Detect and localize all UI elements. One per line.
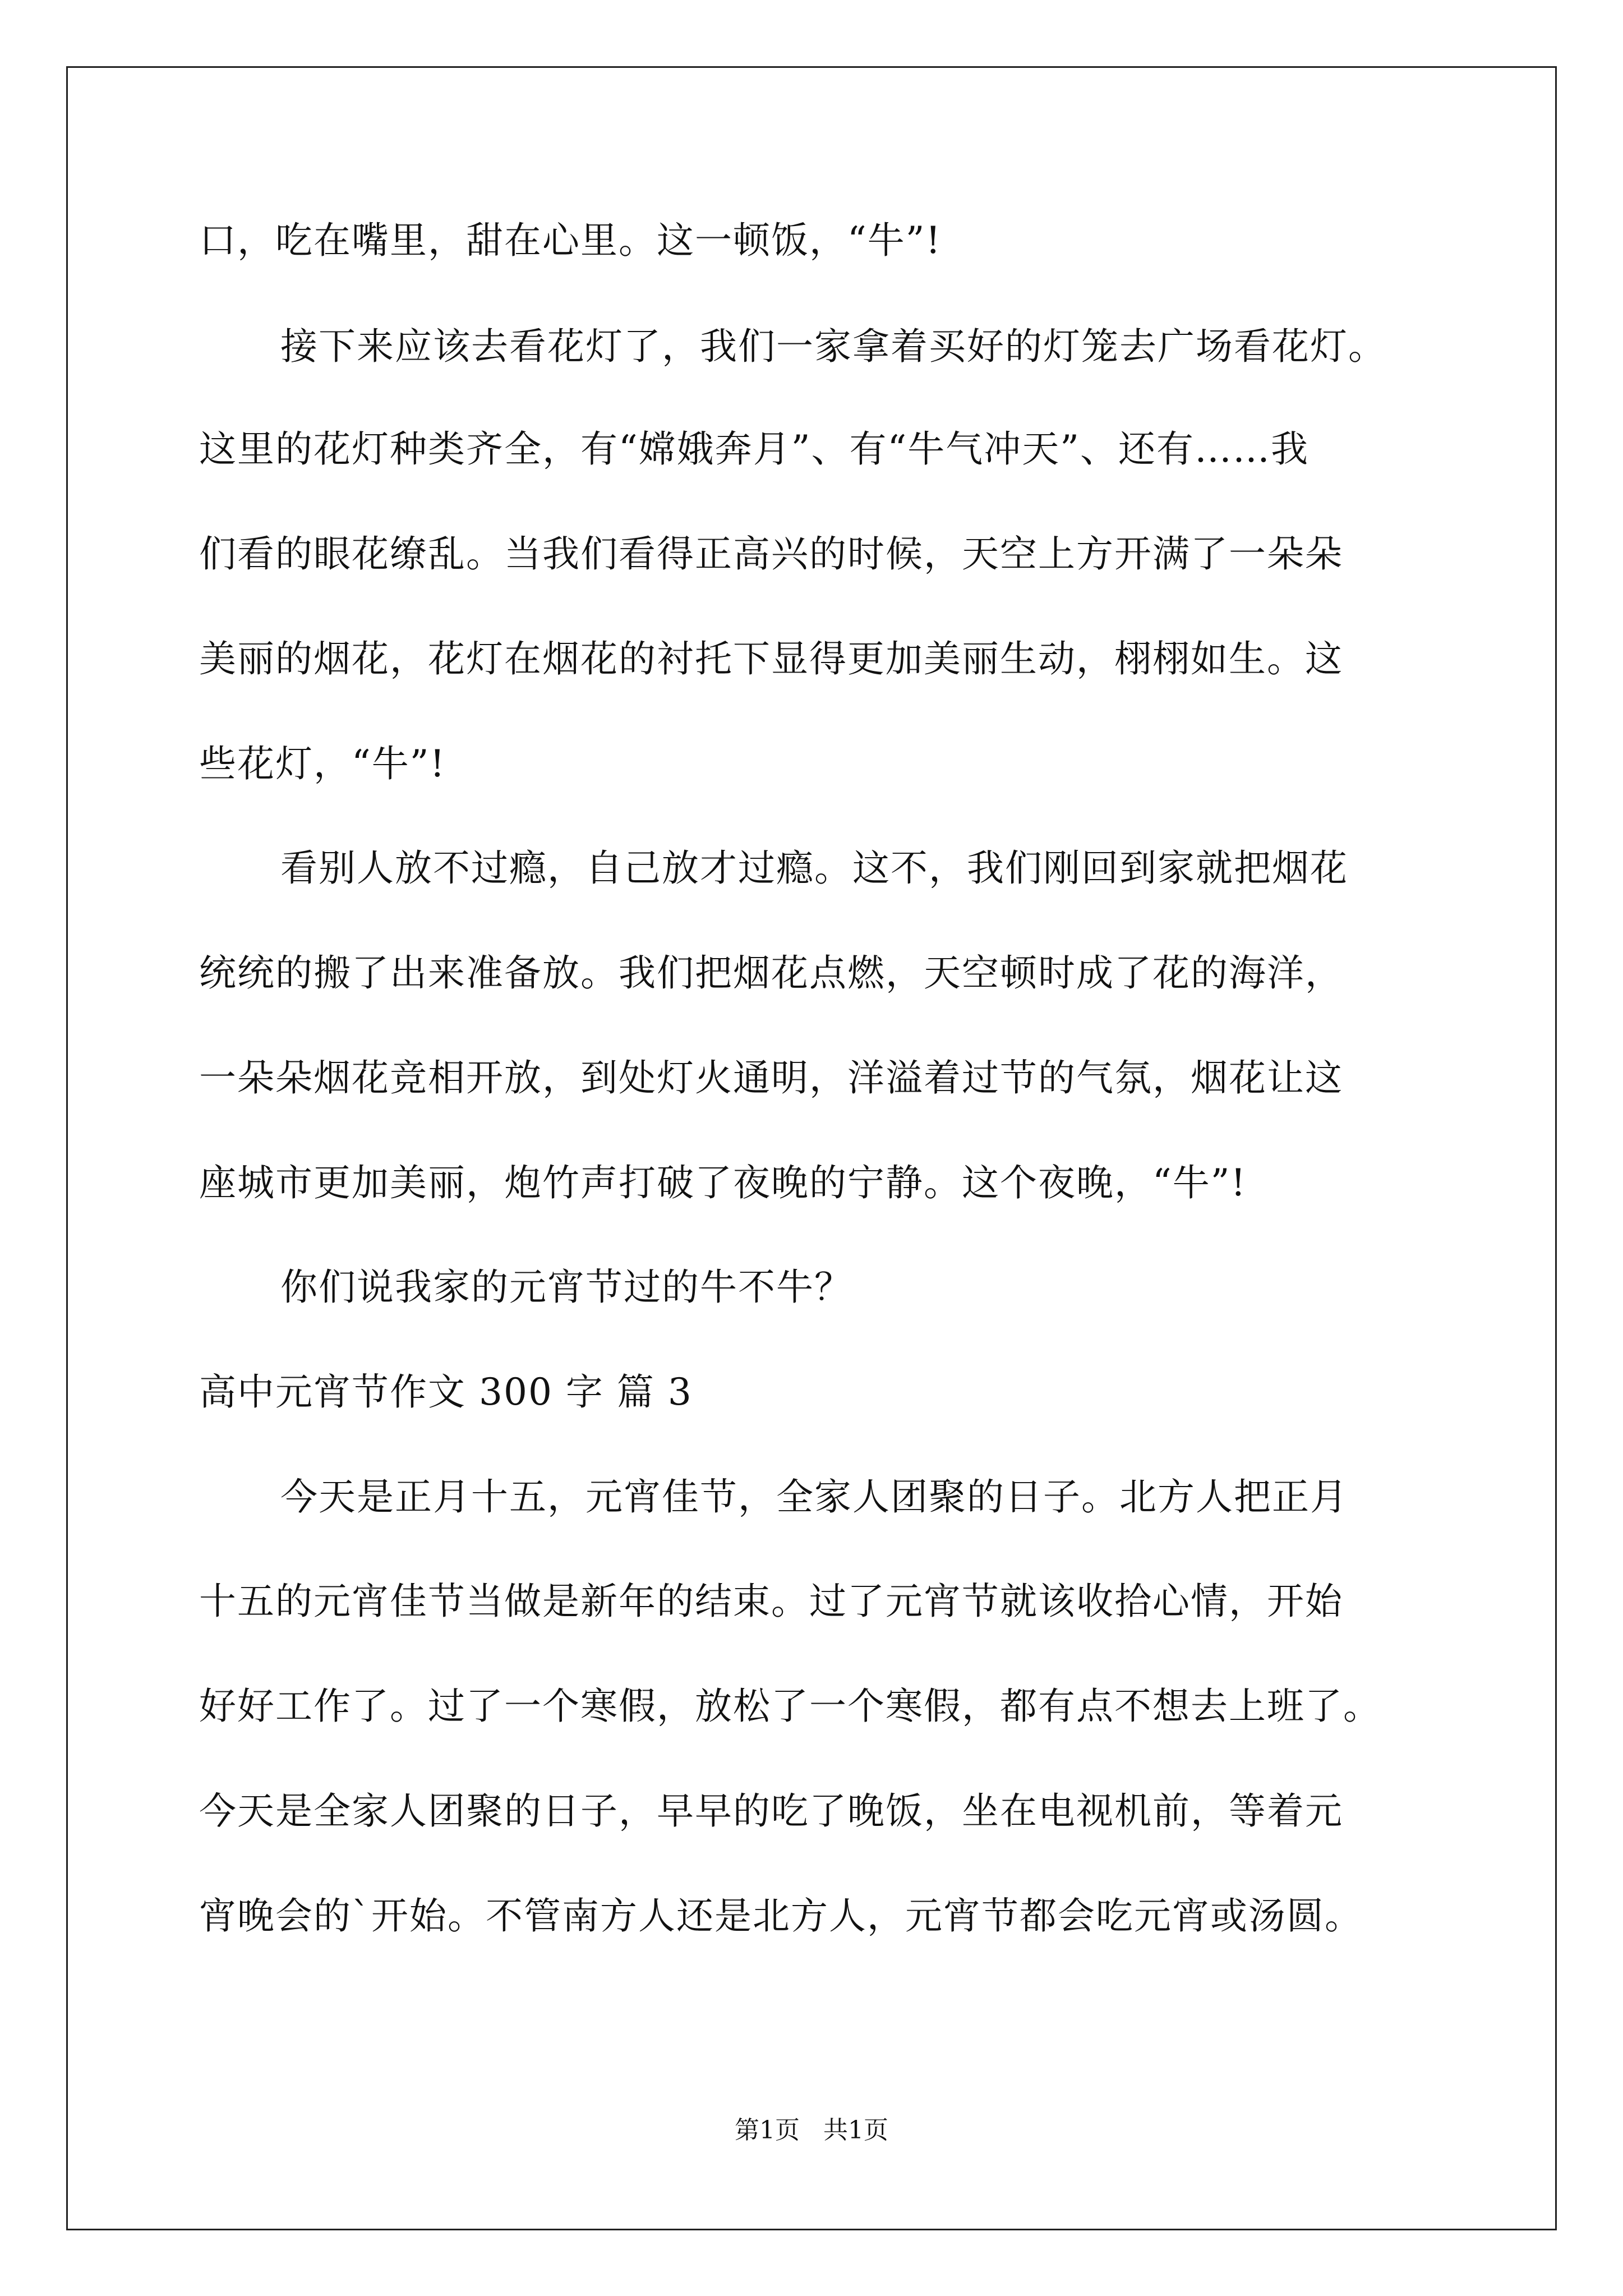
text-line: 些花灯，“牛”!: [199, 742, 446, 785]
page-footer: 第1页 共1页: [735, 2116, 888, 2145]
text-line: 宵晚会的`开始。不管南方人还是北方人，元宵节都会吃元宵或汤圆。: [199, 1894, 1363, 1938]
text-line: 们看的眼花缭乱。当我们看得正高兴的时候，天空上方开满了一朵朵: [199, 532, 1343, 576]
paragraph-start-line: 你们说我家的元宵节过的牛不牛？: [280, 1266, 852, 1309]
paragraph-start-line: 今天是正月十五，元宵佳节，全家人团聚的日子。北方人把正月: [280, 1475, 1348, 1519]
text-line: 统统的搬了出来准备放。我们把烟花点燃，天空顿时成了花的海洋，: [199, 951, 1343, 995]
text-line: 这里的花灯种类齐全，有“嫦娥奔月”、有“牛气冲天”、还有……我: [199, 427, 1309, 471]
section-heading: 高中元宵节作文 300 字 篇 3: [199, 1370, 693, 1414]
text-line: 口，吃在嘴里，甜在心里。这一顿饭，“牛”!: [199, 219, 942, 262]
text-line: 十五的元宵佳节当做是新年的结束。过了元宵节就该收拾心情，开始: [199, 1580, 1343, 1623]
paragraph-start-line: 看别人放不过瘾，自己放才过瘾。这不，我们刚回到家就把烟花: [280, 846, 1348, 890]
paragraph-start-line: 接下来应该去看花灯了，我们一家拿着买好的灯笼去广场看花灯。: [280, 325, 1386, 368]
text-line: 今天是全家人团聚的日子，早早的吃了晚饭，坐在电视机前，等着元: [199, 1789, 1343, 1833]
text-line: 好好工作了。过了一个寒假，放松了一个寒假，都有点不想去上班了。: [199, 1685, 1381, 1728]
text-line: 座城市更加美丽，炮竹声打破了夜晚的宁静。这个夜晚，“牛”!: [199, 1161, 1247, 1204]
text-line: 一朵朵烟花竞相开放，到处灯火通明，洋溢着过节的气氛，烟花让这: [199, 1056, 1343, 1099]
text-line: 美丽的烟花，花灯在烟花的衬托下显得更加美丽生动，栩栩如生。这: [199, 637, 1343, 680]
